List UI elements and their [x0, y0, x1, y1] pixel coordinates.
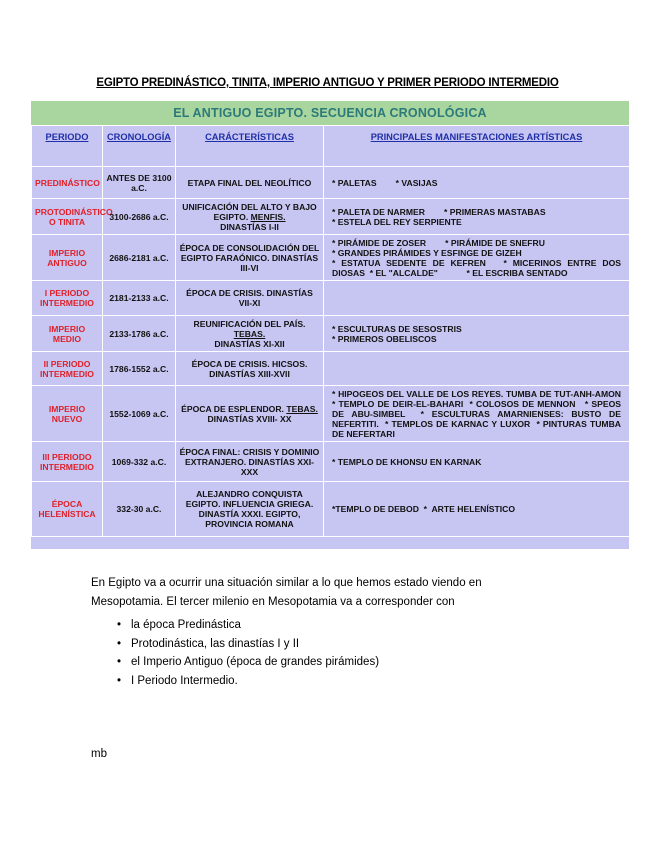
- table-row: [32, 316, 630, 352]
- period-cell: II PERIODO INTERMEDIO: [32, 352, 103, 386]
- header-chronology: CRONOLOGÍA: [103, 126, 176, 167]
- list-item-text: Protodinástica, las dinastías I y II: [131, 637, 300, 650]
- chronology-cell: 3100-2686 a.C.: [103, 199, 176, 235]
- features-capital: MENFIS.: [250, 211, 286, 222]
- period-cell: IMPERIO ANTIGUO: [32, 235, 103, 281]
- art-cell: [324, 352, 630, 386]
- bullet-icon: •: [117, 637, 122, 650]
- art-cell: * HIPOGEOS DEL VALLE DE LOS REYES. TUMBA DE TUT-ANH-AMON * TEMPLO DE DEIR-EL-BAHARI * COLOSOS DE MENNON * SPEOS DE ABU-SIMBEL * ESCULTURAS AMARNIENSES: BUSTO DE NEFERTITI. * TEMPLOS DE KARNAC Y LUXOR * PINTURAS TUMBA DE NEFERTARI: [324, 386, 630, 442]
- table-row: [32, 167, 630, 199]
- list-item: [91, 616, 379, 635]
- art-cell: * PIRÁMIDE DE ZOSER * PIRÁMIDE DE SNEFRU * GRANDES PIRÁMIDES Y ESFINGE DE GIZEH * ESTATUA SEDENTE DE KEFREN * MICERINOS ENTRE DOS DIOSAS * EL "ALCALDE" * EL ESCRIBA SENTADO: [324, 235, 630, 281]
- features-text: ALEJANDRO CONQUISTA EGIPTO. INFLUENCIA GRIEGA. DINASTÍA XXXI. EGIPTO, PROVINCIA ROMANA: [185, 489, 314, 529]
- period-cell: ÉPOCA HELENÍSTICA: [32, 482, 103, 537]
- chronology-cell: 2133-1786 a.C.: [103, 316, 176, 352]
- bullet-icon: •: [117, 619, 122, 631]
- period-cell: PROTODINÁSTICO O TINITA: [32, 199, 103, 235]
- chronology-cell: 2686-2181 a.C.: [103, 235, 176, 281]
- features-cell: [176, 386, 324, 442]
- table-row: [32, 482, 630, 537]
- table-banner: EL ANTIGUO EGIPTO. SECUENCIA CRONOLÓGICA: [31, 101, 629, 125]
- features-capital: TEBAS.: [286, 403, 318, 414]
- art-cell: * PALETAS * VASIJAS: [324, 167, 630, 199]
- features-text: ÉPOCA DE CRISIS. DINASTÍAS VII-XI: [186, 288, 313, 308]
- period-cell: PREDINÁSTICO: [32, 167, 103, 199]
- table-row: [32, 352, 630, 386]
- period-cell: IMPERIO MEDIO: [32, 316, 103, 352]
- art-cell: [324, 281, 630, 316]
- table-row: [32, 281, 630, 316]
- chronology-cell: 1786-1552 a.C.: [103, 352, 176, 386]
- chronology-cell: 2181-2133 a.C.: [103, 281, 176, 316]
- chronology-cell: 332-30 a.C.: [103, 482, 176, 537]
- list-item: [91, 653, 379, 672]
- features-dynasties: DINASTÍAS XVIII- XX: [207, 413, 292, 424]
- bullet-icon: •: [117, 656, 122, 668]
- chronology-cell: ANTES DE 3100 a.C.: [103, 167, 176, 199]
- list-item-text: la época Predinástica: [131, 619, 241, 631]
- art-cell: * PALETA DE NARMER * PRIMERAS MASTABAS * ESTELA DEL REY SERPIENTE: [324, 199, 630, 235]
- features-text: UNIFICACIÓN DEL ALTO Y BAJO EGIPTO.: [182, 201, 317, 222]
- header-features: CARÁCTERÍSTICAS: [176, 126, 324, 167]
- features-cell: [176, 482, 324, 537]
- features-text: ÉPOCA DE CONSOLIDACIÓN DEL EGIPTO FARAÓNICO. DINASTÍAS III-VI: [179, 242, 320, 273]
- list-item-text: el Imperio Antiguo (época de grandes pirámides): [131, 656, 380, 668]
- art-cell: *TEMPLO DE DEBOD * ARTE HELENÍSTICO: [324, 482, 630, 537]
- author-initials: mb: [91, 748, 107, 760]
- features-text: ÉPOCA DE CRISIS. HICSOS. DINASTÍAS XIII-XVII: [191, 358, 308, 379]
- features-cell: [176, 442, 324, 482]
- list-item-text: I Periodo Intermedio.: [131, 674, 238, 687]
- chronology-table: [31, 125, 630, 537]
- header-art: PRINCIPALES MANIFESTACIONES ARTÍSTICAS: [324, 126, 630, 167]
- chronology-table-image: [31, 101, 629, 549]
- features-cell: [176, 352, 324, 386]
- intro-paragraph: En Egipto va a ocurrir una situación similar a lo que hemos estado viendo en Mesopotamia. El tercer milenio en Mesopotamia va a corresponder con: [91, 577, 482, 608]
- table-row: [32, 442, 630, 482]
- period-cell: III PERIODO INTERMEDIO: [32, 442, 103, 482]
- features-capital: TEBAS.: [233, 328, 266, 339]
- features-dynasties: DINASTÍAS I-II: [220, 221, 279, 232]
- features-dynasties: DINASTÍAS XI-XII: [214, 338, 285, 349]
- chronology-cell: 1069-332 a.C.: [103, 442, 176, 482]
- list-item: [91, 672, 379, 691]
- bullet-icon: •: [117, 674, 122, 687]
- table-row: [32, 386, 630, 442]
- chronology-cell: 1552-1069 a.C.: [103, 386, 176, 442]
- period-cell: I PERIODO INTERMEDIO: [32, 281, 103, 316]
- features-cell: [176, 199, 324, 235]
- header-period: PERIODO: [32, 126, 103, 167]
- features-text: ÉPOCA FINAL: CRISIS Y DOMINIO EXTRANJERO. DINASTÍAS XXI-XXX: [179, 446, 320, 477]
- features-text: REUNIFICACIÓN DEL PAÍS.: [193, 318, 306, 329]
- document-title: EGIPTO PREDINÁSTICO, TINITA, IMPERIO ANTIGUO Y PRIMER PERIODO INTERMEDIO: [96, 77, 559, 89]
- features-cell: [176, 167, 324, 199]
- period-list: [91, 616, 379, 690]
- features-cell: [176, 281, 324, 316]
- features-text: ETAPA FINAL DEL NEOLÍTICO: [187, 177, 312, 188]
- table-header-row: [32, 126, 630, 167]
- features-cell: [176, 235, 324, 281]
- art-cell: * TEMPLO DE KHONSU EN KARNAK: [324, 442, 630, 482]
- list-item: [91, 635, 379, 654]
- art-cell: * ESCULTURAS DE SESOSTRIS * PRIMEROS OBELISCOS: [324, 316, 630, 352]
- table-row: [32, 199, 630, 235]
- features-text: ÉPOCA DE ESPLENDOR.: [181, 403, 284, 414]
- period-cell: IMPERIO NUEVO: [32, 386, 103, 442]
- table-row: [32, 235, 630, 281]
- features-cell: [176, 316, 324, 352]
